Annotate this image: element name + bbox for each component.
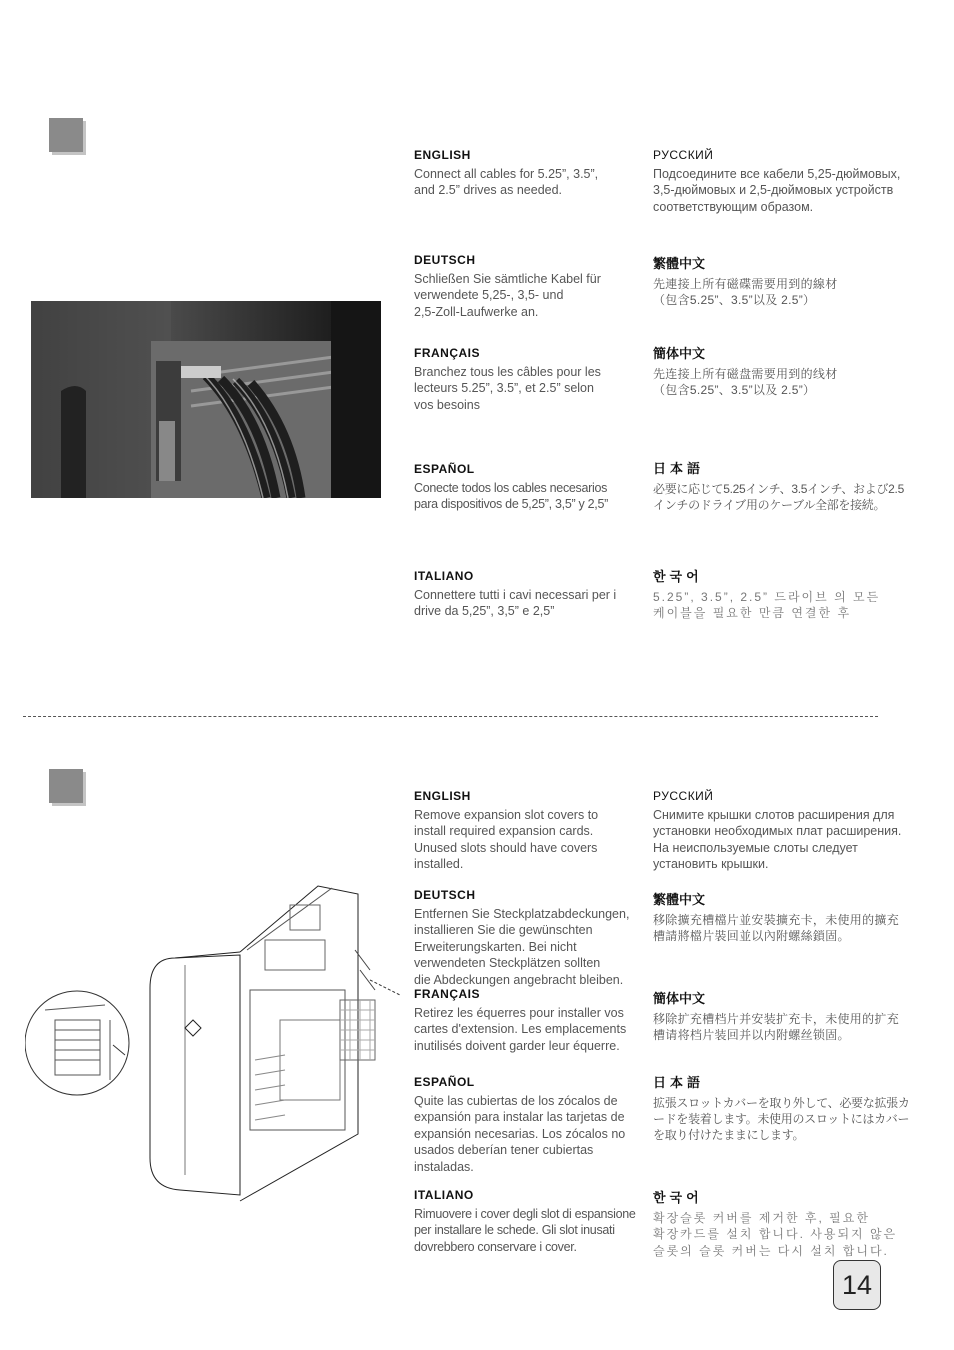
s1-right-2 (653, 343, 933, 398)
instruction-text: Schließen Sie sämtliche Kabel für verwendete 5,25-, 3,5- und 2,5-Zoll-Laufwerke an. (414, 272, 601, 319)
page-number: 14 (833, 1260, 881, 1310)
language-heading: РУССКИЙ (653, 789, 714, 803)
language-heading: 한국어 (653, 569, 703, 584)
s1-right-0 (653, 148, 933, 215)
s1-right-4 (653, 566, 933, 622)
s1-left-0 (414, 148, 654, 199)
language-heading: DEUTSCH (414, 253, 476, 267)
language-heading: 簡体中文 (653, 346, 706, 361)
instruction-text: 移除扩充槽档片并安装扩充卡，未使用的扩充 槽请将档片装回并以内附螺丝锁固。 (653, 1012, 900, 1042)
s2-right-3 (653, 1072, 938, 1143)
instruction-text: 拡張スロットカバーを取り外して、必要な拡張カ ードを装着します。未使用のスロットにはカバー を取り付けたままにします。 (653, 1096, 910, 1142)
instruction-text: 5.25”, 3.5”, 2.5” 드라이브 의 모든 케이블을 필요한 만큼 연결한 후 (653, 590, 881, 621)
language-heading: 한국어 (653, 1190, 703, 1205)
language-heading: РУССКИЙ (653, 148, 714, 162)
s2-right-0 (653, 789, 938, 873)
s1-left-1 (414, 253, 654, 320)
cable-connection-photo (31, 301, 381, 498)
instruction-text: 先连接上所有磁盘需要用到的线材 （包含5.25”、3.5”以及 2.5”） (653, 367, 838, 397)
s2-left-3 (414, 1075, 654, 1175)
s1-left-2 (414, 346, 654, 413)
instruction-text: Remove expansion slot covers to install required expansion cards. Unused slots should have covers installed. (414, 808, 599, 872)
language-heading: DEUTSCH (414, 888, 476, 902)
language-heading: 繁體中文 (653, 892, 706, 907)
language-heading: FRANÇAIS (414, 987, 480, 1001)
instruction-text: Connettere tutti i cavi necessari per i drive da 5,25”, 3,5” e 2,5” (414, 588, 617, 619)
language-heading: ITALIANO (414, 569, 474, 583)
instruction-text: Connect all cables for 5.25”, 3.5”, and 2.5” drives as needed. (414, 167, 599, 198)
language-heading: 日本語 (653, 1075, 705, 1090)
s1-right-3 (653, 458, 933, 513)
instruction-text: Branchez tous les câbles pour les lecteurs 5.25”, 3.5”, et 2.5” selon vos besoins (414, 365, 601, 412)
instruction-text: 확장슬롯 커버를 제거한 후, 필요한 확장카드를 설치 합니다. 사용되지 않은 슬롯의 슬롯 커버는 다시 설치 합니다. (653, 1211, 898, 1258)
language-heading: ESPAÑOL (414, 462, 475, 476)
instruction-text: 先連接上所有磁碟需要用到的線材 （包含5.25”、3.5”以及 2.5”） (653, 277, 838, 307)
instruction-text: Conecte todos los cables necesarios para dispositivos de 5,25”, 3,5” y 2,5” (414, 481, 608, 512)
language-heading: ENGLISH (414, 148, 471, 162)
instruction-text: Quite las cubiertas de los zócalos de expansión para instalar las tarjetas de expansión necesarias. Los zócalos no usados deberían tener cubiertas instaladas. (414, 1094, 626, 1174)
s2-left-4 (414, 1188, 654, 1255)
language-heading: ENGLISH (414, 789, 471, 803)
instruction-text: 移除擴充槽檔片並安裝擴充卡，未使用的擴充 槽請將檔片裝回並以內附螺絲鎖固。 (653, 913, 900, 943)
section-divider (23, 716, 878, 717)
language-heading: 日本語 (653, 461, 705, 476)
s1-right-1 (653, 253, 933, 308)
s2-left-1 (414, 888, 654, 988)
instruction-text: Rimuovere i cover degli slot di espansione per installare le schede. Gli slot inusati dovrebbero conservare i cover. (414, 1207, 636, 1254)
instruction-text: Retirez les équerres pour installer vos cartes d'extension. Les emplacements inutilisés doivent garder leur équerre. (414, 1006, 627, 1053)
instruction-text: Entfernen Sie Steckplatzabdeckungen, installieren Sie die gewünschten Erweiterungskarten. Bei nicht verwendeten Steckplätzen sollten die Abdeckungen angebracht bleiben. (414, 907, 630, 987)
instruction-text: Снимите крышки слотов расширения для установки необходимых плат расширения. На неиспользуемые слоты следует установить крышки. (653, 808, 902, 872)
language-heading: ESPAÑOL (414, 1075, 475, 1089)
instruction-text: 必要に応じて5.25インチ、3.5インチ、および2.5 インチのドライブ用のケーブル全部を接続。 (653, 482, 904, 512)
case-expansion-slot-drawing (25, 880, 405, 1210)
language-heading: FRANÇAIS (414, 346, 480, 360)
s2-left-2 (414, 987, 654, 1054)
s2-right-4 (653, 1187, 938, 1259)
section-marker-2 (49, 769, 83, 803)
language-heading: 簡体中文 (653, 991, 706, 1006)
s2-right-1 (653, 889, 938, 944)
language-heading: ITALIANO (414, 1188, 474, 1202)
language-heading: 繁體中文 (653, 256, 706, 271)
s2-right-2 (653, 988, 938, 1043)
s2-left-0 (414, 789, 654, 873)
s1-left-3 (414, 462, 654, 513)
section-marker-1 (49, 118, 83, 152)
instruction-text: Подсоедините все кабели 5,25-дюймовых, 3,5-дюймовых и 2,5-дюймовых устройств соответствующим образом. (653, 167, 901, 214)
s1-left-4 (414, 569, 654, 620)
